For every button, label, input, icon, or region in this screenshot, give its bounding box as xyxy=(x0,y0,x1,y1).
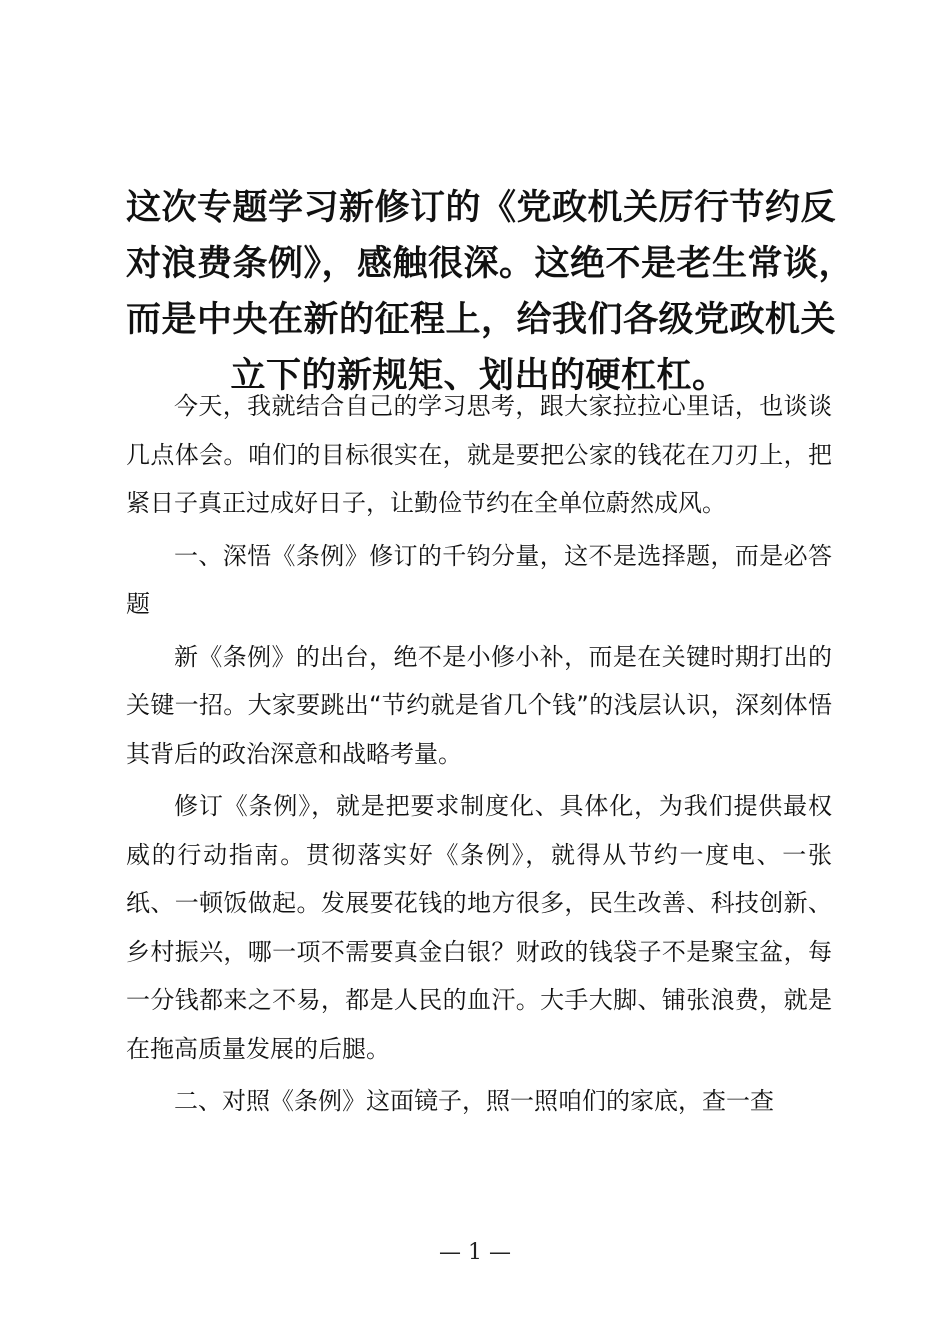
page-number: — 1 — xyxy=(439,1240,511,1265)
title-line-4: 立下的新规矩、划出的硬杠杠。 xyxy=(230,356,728,396)
paragraph-intro: 今天，我就结合自己的学习思考，跟大家拉拉心里话，也谈谈几点体会。咱们的目标很实在，就是要把公家的钱花在刀刃上，把紧日子真正过成好日子，让勤俭节约在全单位蔚然成风。 xyxy=(126,392,832,517)
title-line-3: 而是中央在新的征程上，给我们各级党政机关 xyxy=(126,300,837,340)
paragraph-body-2: 修订《条例》，就是把要求制度化、具体化，为我们提供最权威的行动指南。贯彻落实好《条例》，就得从节约一度电、一张纸、一顿饭做起。发展要花钱的地方很多，民生改善、科技创新、乡村振兴，哪一项不需要真金白银？财政的钱袋子不是聚宝盆，每一分钱都来之不易，都是人民的血汗。大手大脚、铺张浪费，就是在拖高质量发展的后腿。 xyxy=(126,792,832,1063)
document-title xyxy=(126,180,855,404)
title-line-2: 对浪费条例》，感触很深。这绝不是老生常谈， xyxy=(126,244,855,284)
section-heading-2: 二、对照《条例》这面镜子，照一照咱们的家底，查一查 xyxy=(174,1087,774,1115)
document-body xyxy=(126,382,832,1126)
paragraph-body-1: 新《条例》的出台，绝不是小修小补，而是在关键时期打出的关键一招。大家要跳出“节约就是省几个钱”的浅层认识，深刻体悟其背后的政治深意和战略考量。 xyxy=(126,642,832,768)
title-line-1: 这次专题学习新修订的《党政机关厉行节约反 xyxy=(126,188,837,228)
section-heading-1: 一、深悟《条例》修订的千钧分量，这不是选择题，而是必答题 xyxy=(126,541,832,618)
